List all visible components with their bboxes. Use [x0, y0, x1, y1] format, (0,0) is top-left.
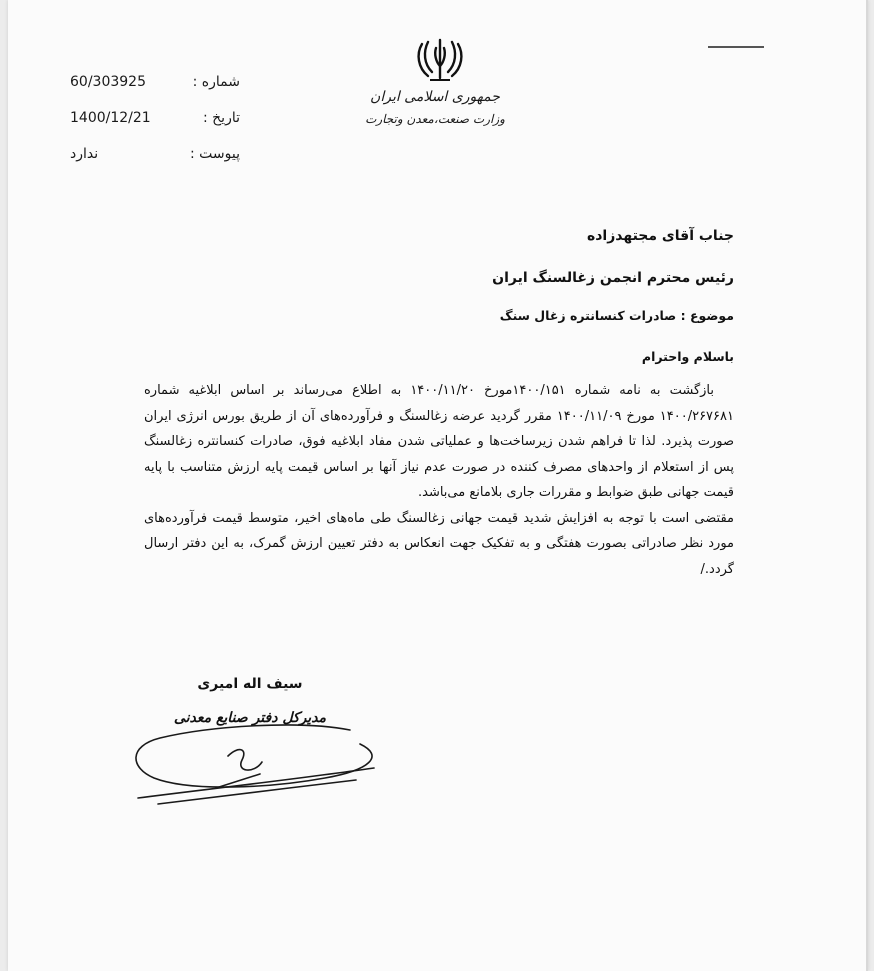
date-row — [70, 100, 240, 136]
letter-metadata — [70, 64, 240, 172]
letter-body — [144, 220, 734, 582]
number-value: 60/303925 — [70, 74, 146, 90]
body-paragraph-2: مقتضی است با توجه به افزایش شدید قیمت جهانی زغالسنگ طی ماه‌های اخیر، متوسط قیمت فرآورده‌های مورد نظر صادراتی بصورت هفتگی و به تفکیک جهت انعکاس به دفتر تعیین ارزش گمرک، به این دفتر ارسال گردد./ — [144, 510, 734, 577]
number-label: شماره : — [192, 74, 240, 90]
subject-line: موضوع : صادرات کنسانتره زغال سنگ — [499, 308, 734, 323]
signer-title: مدیرکل دفتر صنایع معدنی — [173, 710, 327, 726]
country-name: جمهوری اسلامی ایران — [370, 89, 500, 105]
header-organization — [350, 86, 520, 130]
header-rule — [708, 46, 764, 48]
body-paragraph-1: بازگشت به نامه شماره ۱۴۰۰/۱۵۱مورخ ۱۴۰۰/۱۱/۲۰ به اطلاع می‌رساند بر اساس ابلاغیه شماره ۱۴۰۰/۲۶۷۶۸۱ مورخ ۱۴۰۰/۱۱/۰۹ مقرر گردید عرضه زغالسنگ و فرآورده‌های آن از طریق بورس انرژی ایران صورت پذیرد. لذا تا فراهم شدن زیرساخت‌ها و عملیاتی شدن مفاد ابلاغیه فوق، صادرات کنسانتره زغالسنگ پس از استعلام از واحدهای مصرف کننده در صورت عدم نیاز آنها بر اساس قیمت پایه ارزش متناسب با پایه قیمت جهانی طبق ضوابط و مقررات جاری بلامانع می‌باشد. — [144, 383, 734, 500]
greeting: باسلام واحترام — [641, 349, 734, 364]
attachment-label: پیوست : — [190, 146, 240, 162]
ministry-name: وزارت صنعت،معدن وتجارت — [365, 112, 505, 126]
attachment-value: ندارد — [70, 146, 99, 162]
date-label: تاریخ : — [202, 110, 240, 126]
iran-emblem-icon — [412, 36, 468, 84]
recipient-name: جناب آقای مجتهدزاده — [586, 228, 734, 244]
attachment-row — [70, 136, 240, 172]
signer-name: سیف اله امیری — [197, 676, 303, 692]
date-value: 1400/12/21 — [70, 110, 151, 126]
recipient-title: رئیس محترم انجمن زغالسنگ ایران — [492, 270, 734, 286]
number-row — [70, 64, 240, 100]
handwritten-signature — [120, 716, 390, 816]
